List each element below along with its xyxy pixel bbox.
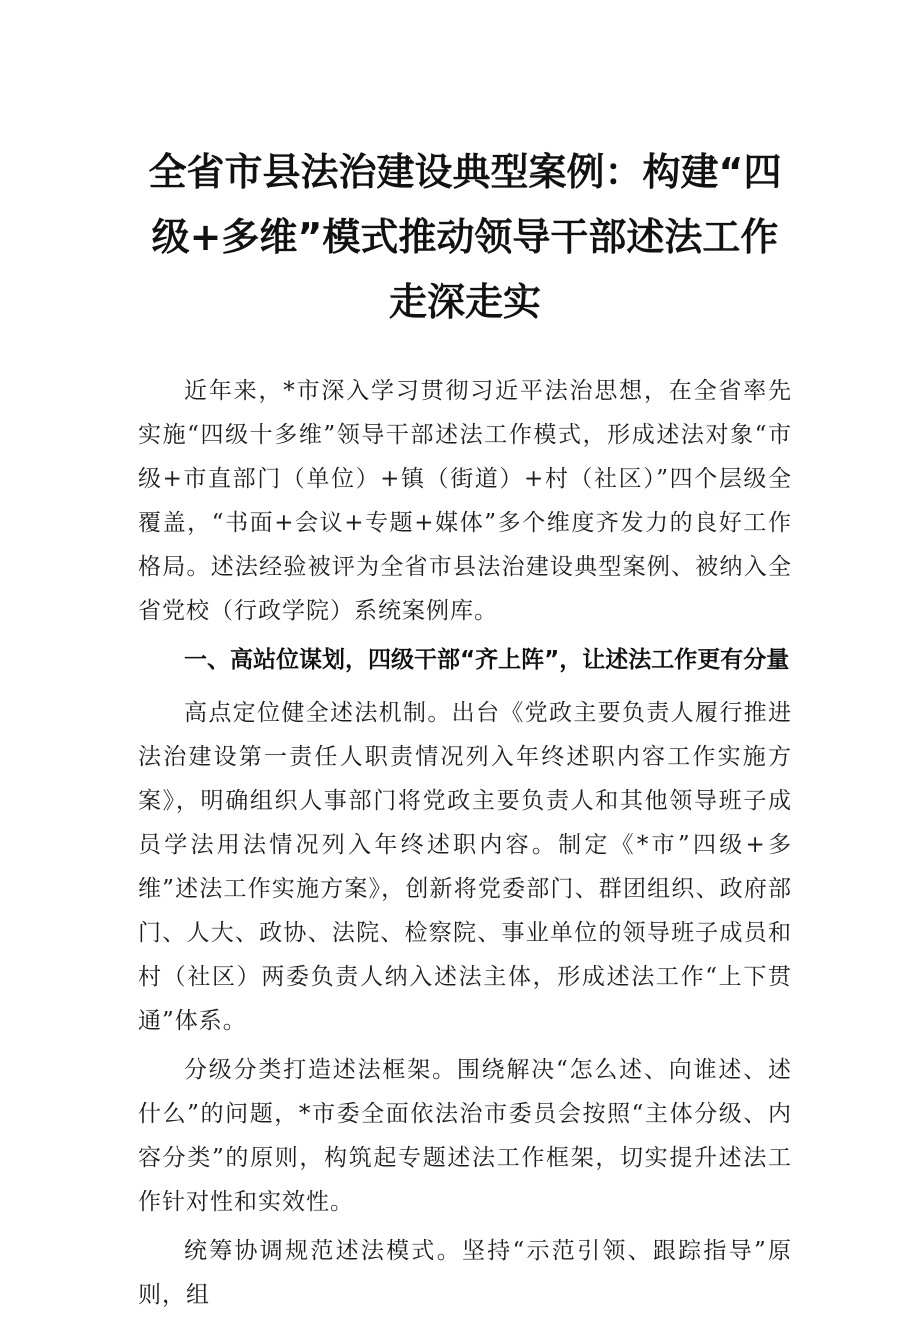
section-1-paragraph-3: 统筹协调规范述法模式。坚持“示范引领、跟踪指导”原则，组 [138, 1238, 792, 1308]
section-1-paragraph-1: 高点定位健全述法机制。出台《党政主要负责人履行推进法治建设第一责任人职责情况列入年终述职内容工作实施方案》，明确组织人事部门将党政主要负责人和其他领导班子成员学法用法情况列入年终述职内容。制定《*市”四级+多维”述法工作实施方案》，创新将党委部门、群团组织、政府部门、人大、政协、法院、检察院、事业单位的领导班子成员和村（社区）两委负责人纳入述法主体，形成述法工作“上下贯通”体系。 [138, 700, 792, 1034]
document-title: 全省市县法治建设典型案例：构建“四级+多维”模式推动领导干部述法工作走深走实 [148, 150, 782, 324]
section-1-paragraph-2: 分级分类打造述法框架。围绕解决“怎么述、向谁述、述什么”的问题，*市委全面依法治市委员会按照“主体分级、内容分类”的原则，构筑起专题述法工作框架，切实提升述法工作针对性和实效性。 [138, 1057, 792, 1215]
section-1-heading: 一、高站位谋划，四级干部“齐上阵”，让述法工作更有分量 [184, 647, 790, 673]
intro-paragraph: 近年来，*市深入学习贯彻习近平法治思想，在全省率先实施“四级十多维”领导干部述法工作模式，形成述法对象“市级+市直部门（单位）+镇（街道）+村（社区）”四个层级全覆盖，“书面+会议+专题+媒体”多个维度齐发力的良好工作格局。述法经验被评为全省市县法治建设典型案例、被纳入全省党校（行政学院）系统案例库。 [138, 378, 792, 624]
